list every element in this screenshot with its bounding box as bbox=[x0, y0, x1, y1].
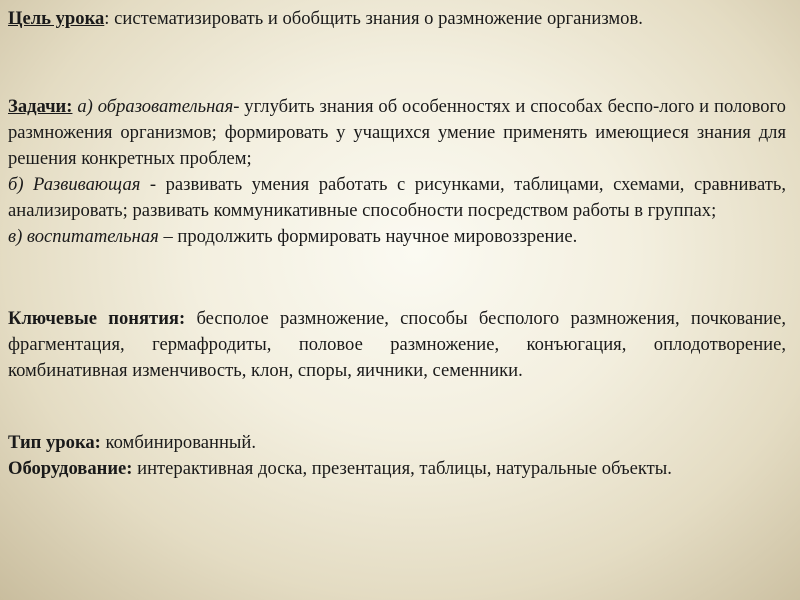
task-b-text: - развивать умения работать с рисунками, таблицами, схемами, сравнивать, анализировать; развивать коммуникативные способности посредством работы в группах; bbox=[8, 174, 786, 221]
key-concepts bbox=[8, 306, 786, 384]
task-c bbox=[8, 224, 786, 250]
lesson-type bbox=[8, 430, 786, 456]
key-concepts-label: Ключевые понятия: bbox=[8, 308, 186, 329]
lesson-type-label: Тип урока: bbox=[8, 432, 101, 453]
equipment-label: Оборудование: bbox=[8, 458, 133, 479]
task-a-label: а) образовательная- bbox=[77, 96, 240, 117]
equipment-text: интерактивная доска, презентация, таблицы, натуральные объекты. bbox=[132, 458, 672, 479]
task-b bbox=[8, 172, 786, 224]
key-concepts-text: бесполое размножение, способы бесполого размножения, почкование, фрагментация, гермафродиты, половое размножение, конъюгация, оплодотворение, комбинативная изменчивость, клон, споры, яичники, семенники. bbox=[8, 308, 786, 381]
lesson-goal bbox=[8, 6, 786, 32]
lesson-goal-text: : систематизировать и обобщить знания о размножение организмов. bbox=[104, 8, 643, 29]
task-b-label: б) Развивающая bbox=[8, 174, 141, 195]
equipment bbox=[8, 456, 728, 482]
lesson-goal-label: Цель урока bbox=[8, 8, 105, 29]
lesson-type-text: комбинированный. bbox=[100, 432, 257, 453]
task-c-label: в) воспитательная bbox=[8, 226, 159, 247]
task-a-text: углубить знания об особенностях и способах беспо-лого и полового размножения организмов; формировать у учащихся умение применять имеющиеся знания для решения конкретных проблем; bbox=[8, 96, 786, 169]
lesson-tasks bbox=[8, 94, 786, 250]
tasks-label: Задачи: bbox=[8, 96, 73, 117]
task-c-text: – продолжить формировать научное мировоззрение. bbox=[158, 226, 578, 247]
